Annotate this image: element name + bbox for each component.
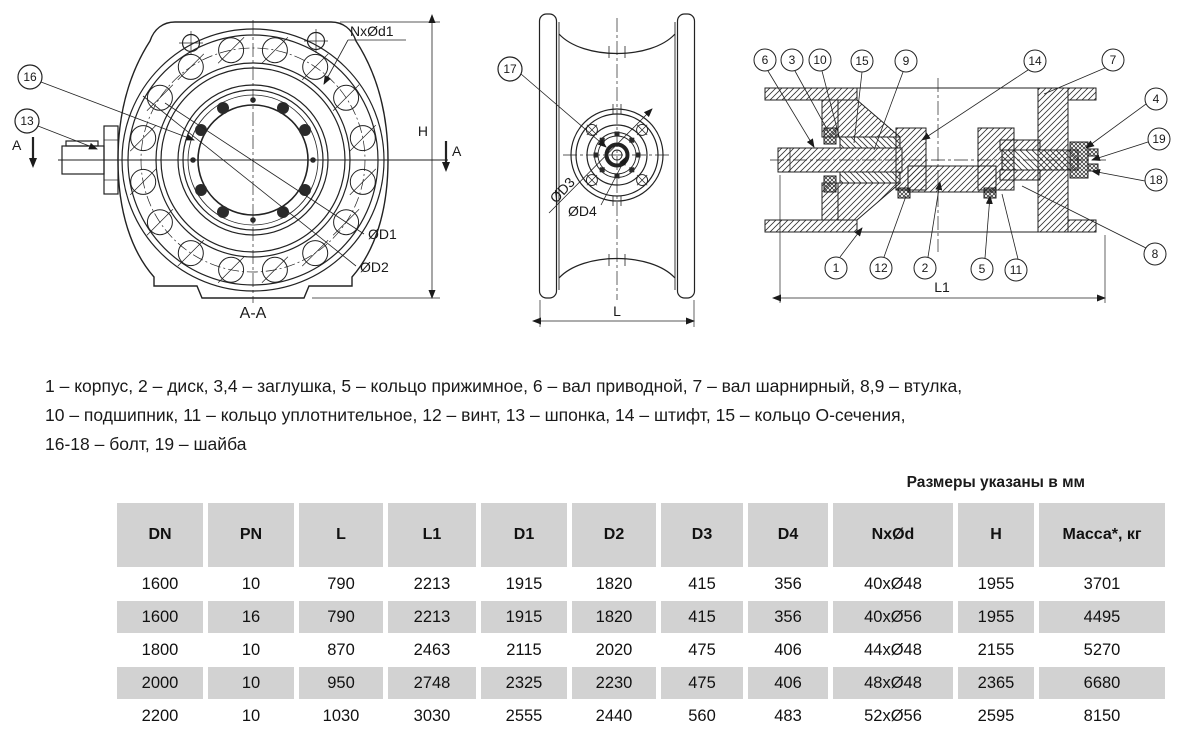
balloon-14 (1024, 50, 1046, 72)
table-header-cell: L1 (388, 503, 476, 567)
table-header-cell: Масса*, кг (1039, 503, 1165, 567)
l-dimension (540, 300, 694, 327)
table-header-cell: D2 (572, 503, 656, 567)
balloon17-leader (521, 74, 606, 147)
table-cell: 356 (748, 601, 828, 633)
table-cell: 1915 (481, 601, 567, 633)
balloon-13 (15, 109, 39, 133)
table-header-cell: L (299, 503, 383, 567)
svg-text:15: 15 (855, 54, 869, 68)
table-cell: 4495 (1039, 601, 1165, 633)
table-cell: 16 (208, 601, 294, 633)
table-cell: 1955 (977, 574, 1015, 593)
balloon-4 (1145, 88, 1167, 110)
table-header-cell: D1 (481, 503, 567, 567)
table-header-cell: D3 (661, 503, 743, 567)
side-view (498, 14, 695, 327)
table-cell: 10 (241, 706, 261, 725)
left-flange (540, 14, 557, 298)
table-cell: 2325 (481, 667, 567, 699)
table-cell: 790 (299, 601, 383, 633)
table-cell: 475 (661, 667, 743, 699)
table-cell: 2000 (117, 667, 203, 699)
balloon-15 (851, 50, 873, 72)
balloon-18 (1145, 169, 1167, 191)
table-cell: 5270 (1083, 640, 1121, 659)
svg-text:17: 17 (503, 62, 517, 76)
svg-text:1: 1 (832, 261, 840, 275)
table-cell: 870 (327, 640, 355, 659)
balloon-12 (870, 257, 892, 279)
section-marker-right (442, 141, 462, 172)
balloon-3 (781, 49, 803, 71)
table-row (117, 634, 1165, 666)
table-cell: 2365 (958, 667, 1034, 699)
balloon-19 (1148, 128, 1170, 150)
balloon-7 (1102, 49, 1124, 71)
svg-text:19: 19 (1152, 132, 1166, 146)
table-cell: 483 (774, 706, 802, 725)
corner-hole (179, 29, 328, 55)
table-cell: 560 (688, 706, 716, 725)
parts-list-line: 1 – корпус, 2 – диск, 3,4 – заглушка, 5 – кольцо прижимное, 6 – вал приводной, 7 – вал шарнирный, 8,9 – втулка, (45, 376, 963, 396)
balloon-9 (895, 50, 917, 72)
svg-text:5: 5 (978, 262, 986, 276)
table-row (117, 601, 1165, 633)
nxod1-label: NxØd1 (350, 23, 394, 39)
table-cell: 3701 (1083, 574, 1121, 593)
svg-text:L: L (613, 303, 621, 319)
balloon-11 (1005, 259, 1027, 281)
table-header-cell: PN (208, 503, 294, 567)
table-cell: 2155 (977, 640, 1015, 659)
table-row (117, 700, 1165, 732)
table-cell: 1600 (117, 601, 203, 633)
units-note: Размеры указаны в мм (906, 474, 1085, 491)
table-cell: 790 (327, 574, 355, 593)
table-cell: 2440 (595, 706, 633, 725)
table-cell: 48xØ48 (833, 667, 953, 699)
valve-technical-drawing (0, 0, 1200, 360)
table-cell: 10 (241, 640, 261, 659)
table-cell: 356 (774, 574, 802, 593)
svg-text:8: 8 (1151, 247, 1159, 261)
right-flange (678, 14, 695, 298)
d4-label: ØD4 (568, 203, 597, 219)
table-cell: 406 (774, 640, 802, 659)
balloon-6 (754, 49, 776, 71)
d3-label: ØD3 (546, 174, 578, 207)
d2-label: ØD2 (360, 259, 389, 275)
table-cell: 40xØ48 (864, 574, 922, 593)
parts-list-line: 10 – подшипник, 11 – кольцо уплотнительное, 12 – винт, 13 – шпонка, 14 – штифт, 15 – кольцо О-сечения, (45, 405, 906, 425)
svg-text:14: 14 (1028, 54, 1042, 68)
svg-text:3: 3 (788, 53, 796, 67)
table-cell: 2463 (413, 640, 451, 659)
svg-text:7: 7 (1109, 53, 1117, 67)
svg-text:10: 10 (813, 53, 827, 67)
svg-text:6: 6 (761, 53, 769, 67)
table-cell: 3030 (413, 706, 451, 725)
table-cell: 2230 (572, 667, 656, 699)
balloon-2 (914, 257, 936, 279)
section-name-label: A-A (239, 305, 267, 322)
section-marker-left (12, 137, 37, 168)
svg-text:12: 12 (874, 261, 888, 275)
balloon-17 (498, 57, 522, 81)
table-cell: 1600 (141, 574, 179, 593)
balloon-16 (18, 65, 42, 89)
dimensions-table (112, 502, 1170, 733)
svg-text:A: A (452, 143, 462, 159)
table-cell: 40xØ56 (833, 601, 953, 633)
parts-list-line: 16-18 – болт, 19 – шайба (45, 434, 247, 454)
table-cell: 1955 (958, 601, 1034, 633)
table-header-row (117, 503, 1165, 567)
table-cell: 1030 (322, 706, 360, 725)
svg-text:L1: L1 (934, 279, 950, 295)
svg-text:9: 9 (902, 54, 910, 68)
table-cell: 1800 (141, 640, 179, 659)
table-cell: 415 (661, 601, 743, 633)
table-cell: 2748 (388, 667, 476, 699)
table-header-cell: H (958, 503, 1034, 567)
parts-list (45, 372, 1175, 459)
table-cell: 1820 (572, 601, 656, 633)
front-view (12, 20, 462, 322)
table-cell: 44xØ48 (864, 640, 922, 659)
table-header-cell: DN (117, 503, 203, 567)
table-cell: 415 (688, 574, 716, 593)
table-cell: 10 (208, 667, 294, 699)
table-cell: 1820 (595, 574, 633, 593)
balloon-5 (971, 258, 993, 280)
table-cell: 2213 (413, 574, 451, 593)
table-cell: 2555 (505, 706, 543, 725)
table-cell: 2200 (141, 706, 179, 725)
svg-text:11: 11 (1009, 263, 1023, 277)
balloon-8 (1144, 243, 1166, 265)
table-cell: 2595 (977, 706, 1015, 725)
svg-text:4: 4 (1152, 92, 1160, 106)
table-cell: 8150 (1083, 706, 1121, 725)
table-cell: 475 (688, 640, 716, 659)
table-cell: 2213 (388, 601, 476, 633)
d1-label: ØD1 (368, 226, 397, 242)
table-row (117, 568, 1165, 600)
section-view (754, 49, 1170, 303)
table-row (117, 667, 1165, 699)
table-cell: 10 (241, 574, 261, 593)
table-cell: 6680 (1039, 667, 1165, 699)
svg-text:2: 2 (921, 261, 929, 275)
balloon-1 (825, 257, 847, 279)
svg-text:18: 18 (1149, 173, 1163, 187)
balloon-10 (809, 49, 831, 71)
table-cell: 406 (748, 667, 828, 699)
table-header-cell: NxØd (833, 503, 953, 567)
table-cell: 1915 (505, 574, 543, 593)
svg-text:H: H (417, 123, 428, 139)
svg-text:13: 13 (20, 114, 34, 128)
table-cell: 2115 (506, 640, 542, 659)
table-cell: 2020 (595, 640, 633, 659)
nxod1-leader (324, 40, 348, 84)
table-header-cell: D4 (748, 503, 828, 567)
svg-text:16: 16 (23, 70, 37, 84)
table-cell: 52xØ56 (864, 706, 922, 725)
table-cell: 950 (299, 667, 383, 699)
svg-text:A: A (12, 137, 22, 153)
